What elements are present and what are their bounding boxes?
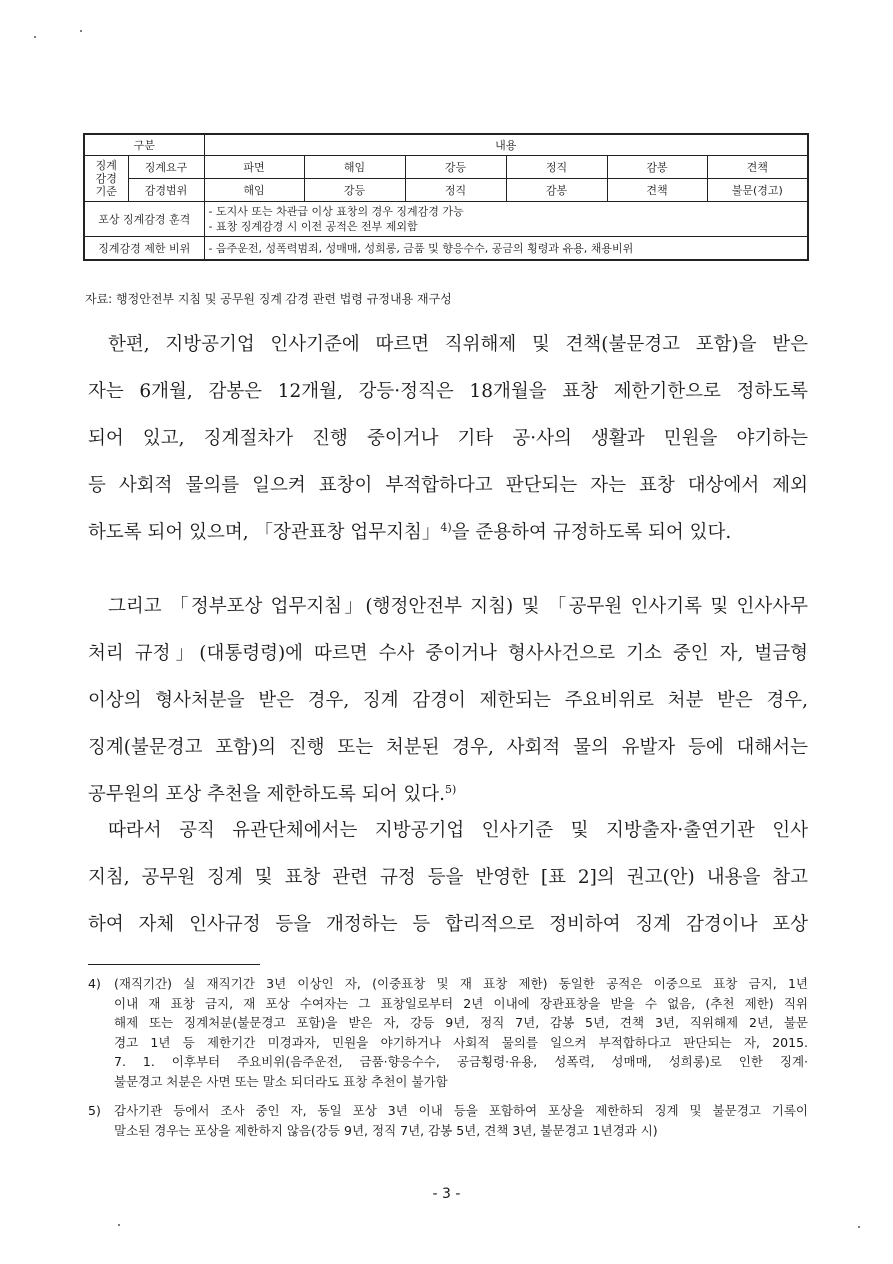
paragraph-line: 되어 있고, 징계절차가 진행 중이거나 기타 공·사의 생활과 민원을 야기하는 <box>88 428 808 449</box>
footnote-line: 이내 재 표창 금지, 재 포상 수여자는 그 표창일로부터 2년 이내에 장관표창을 받을 수 없음, (추천 제한) 직위 <box>114 995 808 1011</box>
footnote-line: 경고 1년 등 제한기간 미경과자, 민원을 야기하거나 사회적 물의를 일으켜 부적합하다고 판단되는 자, 2015. <box>114 1034 808 1050</box>
table-cell: 정직 <box>506 156 607 179</box>
paragraph-line: 처리 규정」(대통령령)에 따르면 수사 중이거나 형사사건으로 기소 중인 자, 벌금형 <box>88 643 808 664</box>
paragraph-line: 징계(불문경고 포함)의 진행 또는 처분된 경우, 사회적 물의 유발자 등에 대해서는 <box>88 737 808 758</box>
paragraph <box>88 583 808 818</box>
page-number: - 3 - <box>432 1186 461 1202</box>
table-cell: 감봉 <box>506 179 607 202</box>
table-cell-award-reduction <box>204 202 808 237</box>
paragraph-line: 그리고 「정부포상 업무지침」(행정안전부 지침) 및 「공무원 인사기록 및 인사사무 <box>108 596 808 617</box>
paragraph-line: 자는 6개월, 감봉은 12개월, 강등·정직은 18개월을 표창 제한기한으로 정하도록 <box>88 381 808 402</box>
header-category: 구분 <box>84 134 204 156</box>
footnote-line: 말소된 경우는 포상을 제한하지 않음(강등 9년, 정직 7년, 감봉 5년, 견책 3년, 불문경고 1년경과 시) <box>114 1122 658 1138</box>
row-label-discipline-request: 징계요구 <box>128 156 204 179</box>
table-cell: 해임 <box>204 179 304 202</box>
table-cell-restricted-misconduct: - 음주운전, 성폭력범죄, 성매매, 성희롱, 금품 및 향응수수, 공금의 횡령과 유용, 채용비위 <box>204 237 808 261</box>
table-row <box>84 156 808 179</box>
table-cell: 견책 <box>707 156 808 179</box>
table-cell: 파면 <box>204 156 304 179</box>
table-cell: 견책 <box>607 179 707 202</box>
discipline-reduction-table <box>83 133 809 261</box>
footnote-separator <box>88 964 260 965</box>
footnote-line: 해제 또는 징계처분(불문경고 포함)을 받은 자, 강등 9년, 정직 7년, 감봉 5년, 견책 3년, 직위해제 2년, 불문 <box>114 1015 808 1030</box>
scan-speck <box>118 1224 120 1226</box>
footnote-line: (재직기간) 실 재직기간 3년 이상인 자, (이중표창 및 재 표창 제한) 동일한 공적은 이중으로 표창 금지, 1년 <box>114 976 808 991</box>
paragraph <box>88 321 808 556</box>
paragraph-line: 이상의 형사처분을 받은 경우, 징계 감경이 제한되는 주요비위로 처분 받은 경우, <box>88 690 808 711</box>
row-label-reduction-range: 감경범위 <box>128 179 204 202</box>
footnote-line: 7. 1. 이후부터 주요비위(음주운전, 금품·향응수수, 공금횡령·유용, 성폭력, 성매매, 성희롱)로 인한 징계· <box>114 1054 808 1069</box>
header-content: 내용 <box>204 134 808 156</box>
paragraph-line: 따라서 공직 유관단체에서는 지방공기업 인사기준 및 지방출자·출연기관 인사 <box>108 820 808 841</box>
footnote-line: 감사기관 등에서 조사 중인 자, 동일 포상 3년 이내 등을 포함하여 포상을 제한하되 징계 및 불문경고 기록이 <box>114 1103 808 1118</box>
table-cell: 정직 <box>405 179 506 202</box>
footnote-number: 4) <box>88 976 101 991</box>
paragraph-line: 지침, 공무원 징계 및 표창 관련 규정 등을 반영한 [표 2]의 권고(안) 내용을 참고 <box>88 867 808 888</box>
table-row <box>84 179 808 202</box>
table-cell: 감봉 <box>607 156 707 179</box>
award-reduction-line: - 표창 징계감경 시 이전 공적은 전부 제외함 <box>208 220 418 233</box>
paragraph-line: 공무원의 포상 추천을 제한하도록 되어 있다.$^{5)}$ <box>88 782 457 805</box>
paragraph <box>88 807 808 948</box>
table-cell: 해임 <box>304 156 405 179</box>
table-row <box>84 237 808 261</box>
footnote-ref: 5) <box>444 782 457 796</box>
table-cell: 강등 <box>304 179 405 202</box>
table-source-note: 자료: 행정안전부 지침 및 공무원 징계 감경 관련 법령 규정내용 재구성 <box>85 292 452 306</box>
footnote-number: 5) <box>88 1103 101 1118</box>
paragraph-line: 한편, 지방공기업 인사기준에 따르면 직위해제 및 견책(불문경고 포함)을 받은 <box>108 334 808 355</box>
paragraph-line: 등 사회적 물의를 일으켜 표창이 부적합하다고 판단되는 자는 표창 대상에서 제외 <box>88 475 808 496</box>
table-header-row <box>84 134 808 156</box>
footnote-ref: 4) <box>440 520 452 534</box>
scan-speck <box>858 1226 860 1228</box>
footnote-4 <box>88 974 808 1091</box>
paragraph-line: 하도록 되어 있으며, 「장관표창 업무지침」$^{4)}$을 준용하여 규정하도록 되어 있다. <box>88 520 732 543</box>
scan-speck <box>80 30 82 32</box>
row-label-restricted-misconduct: 징계감경 제한 비위 <box>84 237 204 261</box>
table-row <box>84 202 808 237</box>
footnote-line: 불문경고 처분은 사면 또는 말소 되더라도 표창 추천이 불가함 <box>114 1073 448 1089</box>
row-label-award-reduction: 포상 징계감경 훈격 <box>84 202 204 237</box>
table-cell: 강등 <box>405 156 506 179</box>
paragraph-line: 하여 자체 인사규정 등을 개정하는 등 합리적으로 정비하여 징계 감경이나 포상 <box>88 914 808 935</box>
award-reduction-line: - 도지사 또는 차관급 이상 표창의 경우 징계감경 가능 <box>208 205 464 218</box>
group-label: 징계 감경 기준 <box>84 156 128 202</box>
footnote-5 <box>88 1101 808 1140</box>
scan-speck <box>34 36 36 38</box>
table-cell: 불문(경고) <box>707 179 808 202</box>
